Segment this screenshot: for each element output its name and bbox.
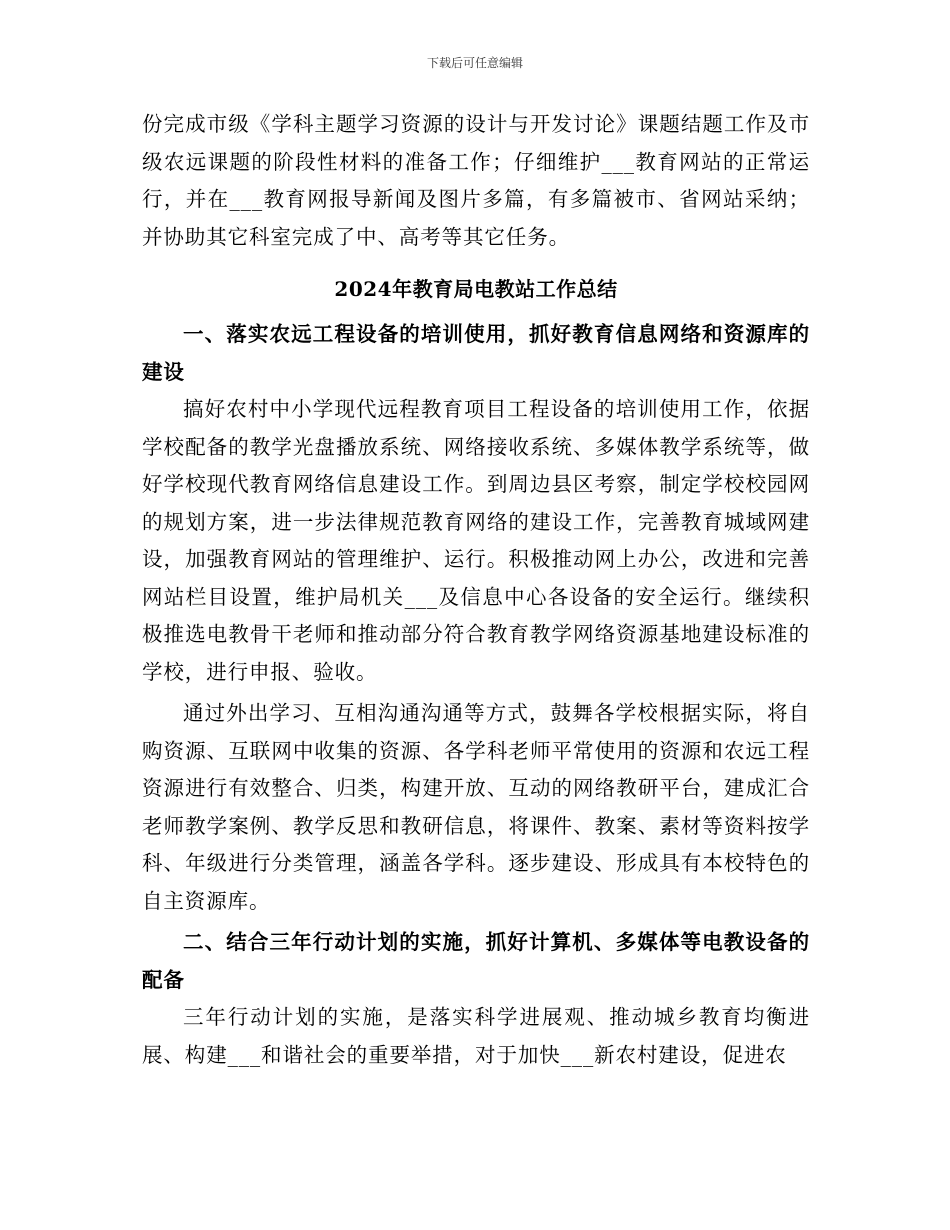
intro-paragraph: 份完成市级《学科主题学习资源的设计与开发讨论》课题结题工作及市级农远课题的阶段性材料的准备工作；仔细维护___教育网站的正常运行，并在___教育网报导新闻及图片多篇，有多篇被市、省网站采纳；并协助其它科室完成了中、高考等其它任务。 (142, 112, 810, 249)
section-heading-2: 二、结合三年行动计划的实施，抓好计算机、多媒体等电教设备的配备 (142, 930, 810, 992)
section-1-paragraph-2: 通过外出学习、互相沟通沟通等方式，鼓舞各学校根据实际，将自购资源、互联网中收集的资源、各学科老师平常使用的资源和农远工程资源进行有效整合、归类，构建开放、互动的网络教研平台，建成汇合老师教学案例、教学反思和教研信息，将课件、教案、素材等资料按学科、年级进行分类管理，涵盖各学科。逐步建设、形成具有本校特色的自主资源库。 (142, 701, 810, 913)
section-1-paragraph-1: 搞好农村中小学现代远程教育项目工程设备的培训使用工作，依据学校配备的教学光盘播放系统、网络接收系统、多媒体教学系统等，做好学校现代教育网络信息建设工作。到周边县区考察，制定学校校园网的规划方案，进一步法律规范教育网络的建设工作，完善教育城域网建设，加强教育网站的管理维护、运行。积极推动网上办公，改进和完善网站栏目设置，维护局机关___及信息中心各设备的安全运行。继续积极推选电教骨干老师和推动部分符合教育教学网络资源基地建设标准的学校，进行申报、验收。 (142, 397, 810, 684)
document-body (142, 106, 810, 1074)
section-2-paragraph-1: 三年行动计划的实施，是落实科学进展观、推动城乡教育均衡进展、构建___和谐社会的重要举措，对于加快___新农村建设，促进农 (142, 1005, 810, 1067)
page-header-note: 下载后可任意编辑 (426, 56, 523, 70)
section-heading-1: 一、落实农远工程设备的培训使用，抓好教育信息网络和资源库的建设 (142, 322, 810, 384)
document-title: 2024年教育局电教站工作总结 (334, 277, 618, 301)
